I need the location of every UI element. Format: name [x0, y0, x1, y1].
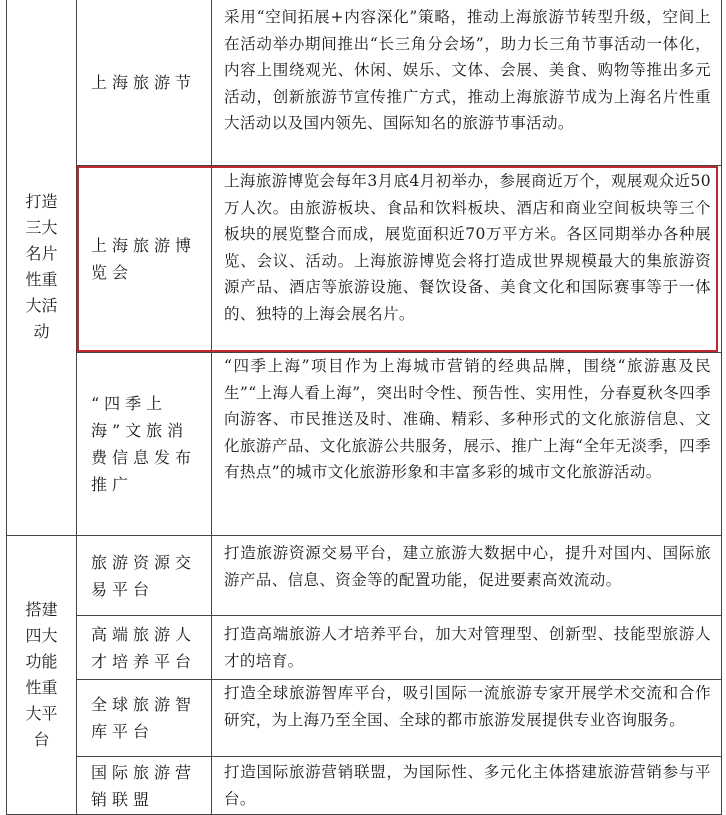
- item-name-cell: [76, 165, 212, 353]
- item-name-cell: [76, 679, 212, 757]
- item-desc: 打造全球旅游智库平台，吸引国际一流旅游专家开展学术交流和合作研究，为上海乃至全国、全球的都市旅游发展提供专业咨询服务。: [224, 684, 711, 729]
- item-name-cell: [76, 535, 212, 616]
- item-desc: 上海旅游博览会每年3月底4月初举办，参展商近万个，观展观众近50万人次。由旅游板块、食品和饮料板块、酒店和商业空间板块等三个板块的展览整合而成，展览面积近70万平方米。各区同期举办各种展览、会议、活动。上海旅游博览会将打造成世界规模最大的集旅游资源产品、酒店等旅游设施、餐饮设备、美食文化和国际赛事等于一体的、独特的上海会展名片。: [224, 172, 711, 323]
- category-cell: [6, 535, 77, 815]
- item-name: “四季上海”文旅消费信息发布推广: [91, 394, 197, 494]
- category-label: 搭建四大功能性重大平台: [25, 600, 58, 749]
- item-name-cell: [76, 0, 212, 166]
- item-name-cell: [76, 352, 212, 536]
- category-cell: [6, 0, 77, 536]
- item-desc-cell: [211, 679, 722, 757]
- item-desc-cell: [211, 165, 722, 353]
- item-desc-cell: [211, 0, 722, 166]
- item-desc: 打造国际旅游营销联盟，为国际性、多元化主体搭建旅游营销参与平台。: [224, 763, 711, 808]
- item-desc-cell: [211, 615, 722, 680]
- item-name-cell: [76, 756, 212, 815]
- item-name-cell: [76, 615, 212, 680]
- item-desc-cell: [211, 756, 722, 815]
- item-name: 高端旅游人才培养平台: [91, 624, 197, 671]
- item-desc: 打造旅游资源交易平台，建立旅游大数据中心，提升对国内、国际旅游产品、信息、资金等的配置功能，促进要素高效流动。: [224, 544, 711, 589]
- item-desc-cell: [211, 535, 722, 616]
- item-name: 上海旅游博览会: [91, 236, 197, 282]
- item-desc: 打造高端旅游人才培养平台，加大对管理型、创新型、技能型旅游人才的培育。: [224, 625, 711, 670]
- item-desc-cell: [211, 352, 722, 536]
- item-desc: 采用“空间拓展+内容深化”策略，推动上海旅游节转型升级，空间上在活动举办期间推出“长三角分会场”，助力长三角节事活动一体化，内容上围绕观光、休闲、娱乐、文体、会展、美食、购物等推出多元活动，创新旅游节宣传推广方式，推动上海旅游节成为上海名片性重大活动以及国内领先、国际知名的旅游节事活动。: [224, 8, 711, 133]
- item-desc: “四季上海”项目作为上海城市营销的经典品牌，围绕“旅游惠及民生”“上海人看上海”，突出时令性、预告性、实用性，分春夏秋冬四季向游客、市民推送及时、准确、精彩、多种形式的文化旅游信息、文化旅游产品、文化旅游公共服务，展示、推广上海“全年无淡季，四季有热点”的城市文化旅游形象和丰富多彩的城市文化旅游活动。: [224, 357, 711, 482]
- item-name: 旅游资源交易平台: [91, 552, 197, 599]
- item-name: 上海旅游节: [91, 72, 197, 92]
- category-label: 打造三大名片性重大活动: [25, 192, 58, 341]
- item-name: 全球旅游智库平台: [91, 695, 197, 741]
- item-name: 国际旅游营销联盟: [91, 762, 197, 809]
